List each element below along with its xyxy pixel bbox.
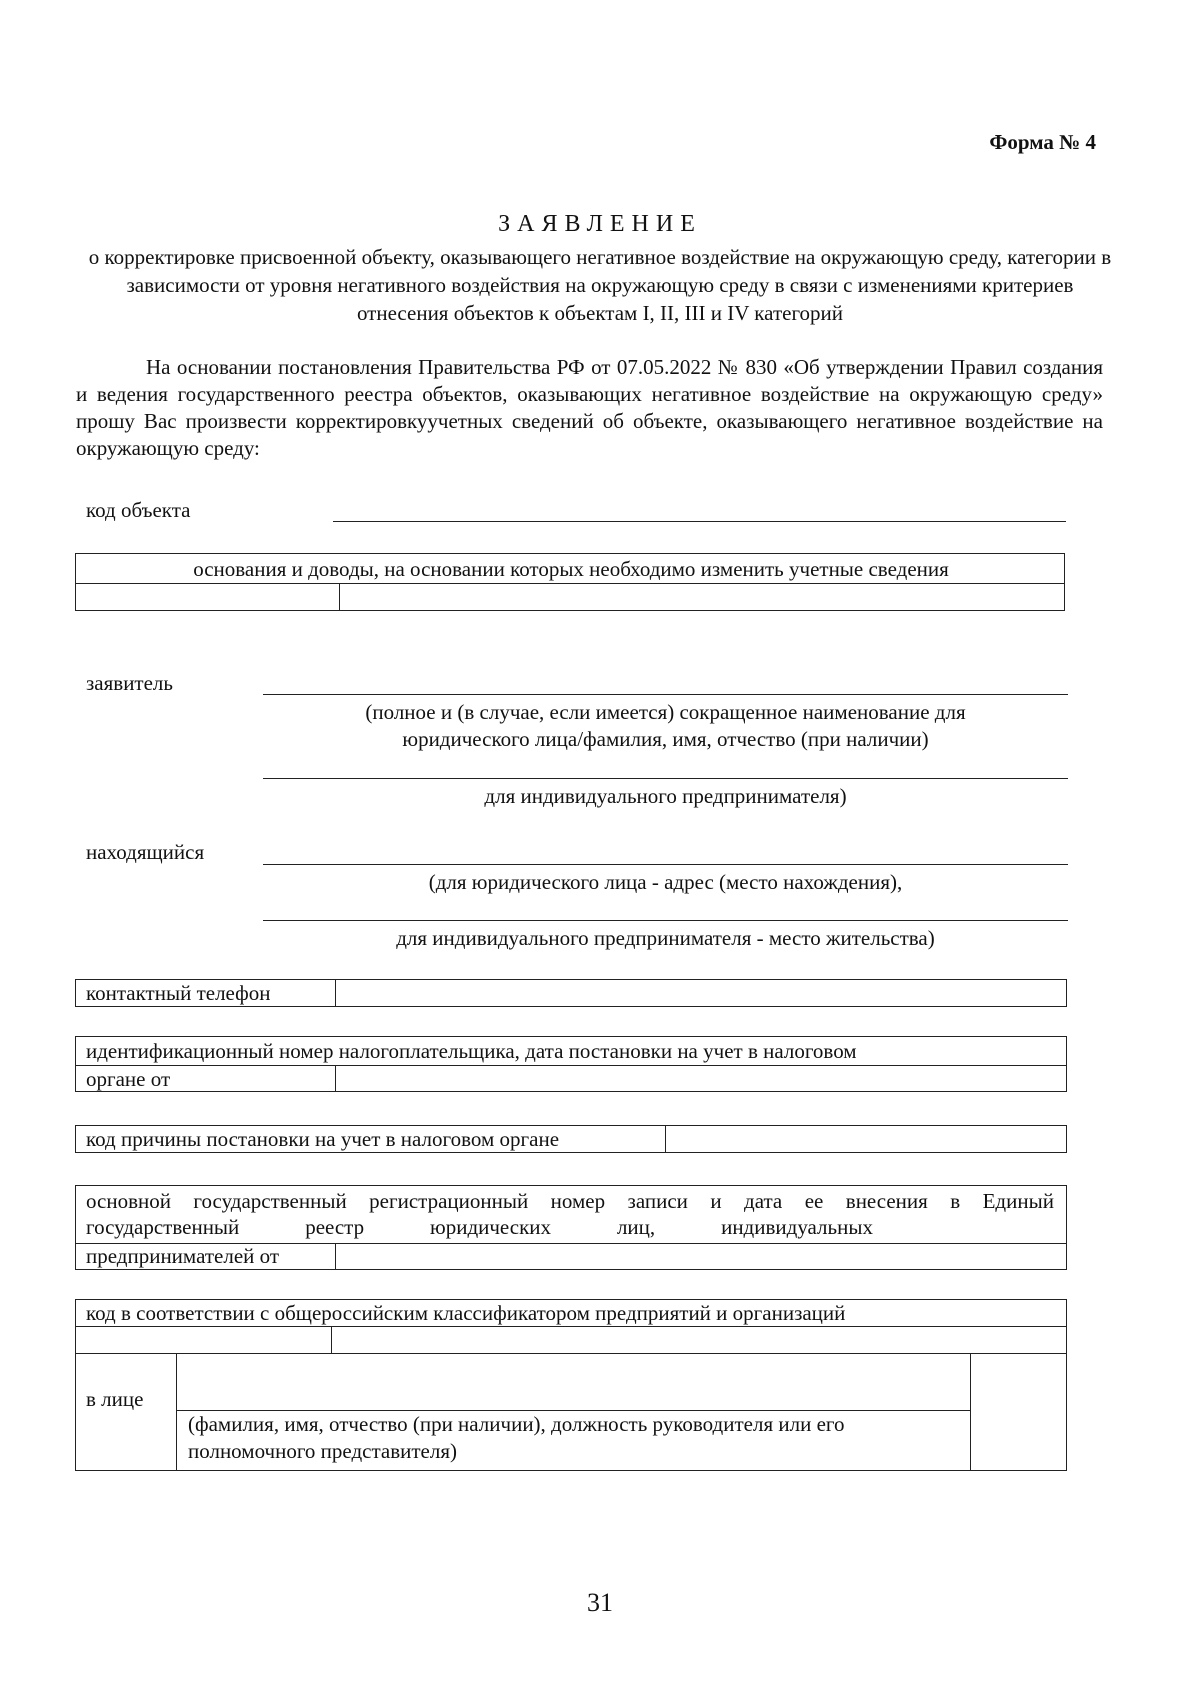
ogrn-label-1 <box>86 1188 1054 1214</box>
ogrn-word: в <box>950 1189 961 1213</box>
ogrn-word: юридических <box>430 1215 552 1239</box>
ogrn-label-2 <box>86 1214 873 1240</box>
represented-field[interactable] <box>179 1355 967 1409</box>
document-subtitle: о корректировке присвоенной объекту, оказывающего негативное воздействие на окружающую среду, категории в зависимости от уровня негативного воздействия на окружающую среду в связи с изменениями критериев отнесения объектов к объектам I, II, III и IV категорий <box>88 245 1112 325</box>
okpo-label: код в соответствии с общероссийским классификатором предприятий и организаций <box>86 1301 846 1325</box>
phone-table <box>75 979 1067 1007</box>
inn-divider <box>76 1065 1066 1066</box>
okpo-divider-1 <box>76 1326 1066 1327</box>
inn-table <box>75 1036 1067 1092</box>
okpo-divider-2 <box>76 1353 1066 1354</box>
ogrn-word: индивидуальных <box>721 1215 873 1239</box>
intro-paragraph: На основании постановления Правительства РФ от 07.05.2022 № 830 «Об утверждении Правил создания и ведения государственного реестра объектов, оказывающих негативное воздействие на окружающую среду» прошу Вас произвести корректировкуучетных сведений об объекте, оказывающего негативное воздействие на окружающую среду: <box>76 355 1103 460</box>
ogrn-word: Единый <box>982 1189 1054 1213</box>
object-code-field[interactable] <box>333 521 1066 522</box>
ogrn-word: номер <box>550 1189 606 1213</box>
kpp-divider <box>665 1126 666 1152</box>
grounds-divider <box>76 583 1064 584</box>
okpo-table <box>75 1299 1067 1471</box>
form-number: Форма № 4 <box>989 130 1096 154</box>
okpo-field[interactable] <box>334 1328 1064 1352</box>
page-number: 31 <box>587 1588 613 1617</box>
applicant-label: заявитель <box>86 671 173 695</box>
ogrn-word: реестр <box>305 1215 365 1239</box>
kpp-label: код причины постановки на учет в налоговом органе <box>86 1127 560 1151</box>
applicant-hint-1: (полное и (в случае, если имеется) сокращенное наименование для <box>365 700 966 724</box>
represented-left-divider <box>176 1353 177 1470</box>
applicant-hint-2: юридического лица/фамилия, имя, отчество (при наличии) <box>402 727 929 751</box>
located-field-2[interactable] <box>263 920 1068 921</box>
ogrn-word: государственный <box>193 1189 347 1213</box>
inn-label-2: органе от <box>86 1067 171 1091</box>
inn-column-divider <box>335 1065 336 1091</box>
applicant-hint-3: для индивидуального предпринимателя) <box>484 784 847 808</box>
kpp-table <box>75 1125 1067 1153</box>
located-hint-1: (для юридического лица - адрес (место нахождения), <box>428 870 903 894</box>
represented-label: в лице <box>86 1387 144 1411</box>
phone-label: контактный телефон <box>86 981 271 1005</box>
located-hint-2: для индивидуального предпринимателя - место жительства) <box>396 926 935 950</box>
located-label: находящийся <box>86 840 205 864</box>
phone-field[interactable] <box>338 981 1064 1005</box>
ogrn-column-divider <box>335 1243 336 1269</box>
document-title: ЗАЯВЛЕНИЕ <box>498 211 702 237</box>
ogrn-word: государственный <box>86 1215 240 1239</box>
located-field-1[interactable] <box>263 864 1068 865</box>
grounds-header: основания и доводы, на основании которых необходимо изменить учетные сведения <box>193 557 949 581</box>
ogrn-word: основной <box>86 1189 171 1213</box>
represented-hint: (фамилия, имя, отчество (при наличии), должность руководителя или его полномочного представителя) <box>188 1412 845 1463</box>
ogrn-word: дата <box>744 1189 783 1213</box>
ogrn-label-3: предпринимателей от <box>86 1244 280 1268</box>
grounds-column-divider <box>339 583 340 611</box>
ogrn-word: ее <box>804 1189 824 1213</box>
grounds-cell-1[interactable] <box>77 585 337 609</box>
object-code-label: код объекта <box>86 498 191 522</box>
ogrn-word: записи <box>627 1189 688 1213</box>
applicant-field-1[interactable] <box>263 694 1068 695</box>
ogrn-word: внесения <box>845 1189 928 1213</box>
inn-label-1: идентификационный номер налогоплательщика, дата постановки на учет в налоговом <box>86 1039 857 1063</box>
inn-field[interactable] <box>338 1067 1064 1090</box>
ogrn-word: лиц, <box>616 1215 656 1239</box>
applicant-field-2[interactable] <box>263 778 1068 779</box>
grounds-table <box>75 553 1065 611</box>
okpo-column-divider <box>331 1326 332 1353</box>
kpp-field[interactable] <box>668 1127 1064 1151</box>
grounds-cell-2[interactable] <box>342 585 1062 609</box>
phone-divider <box>335 980 336 1006</box>
ogrn-word: и <box>710 1189 722 1213</box>
represented-right-divider <box>970 1353 971 1470</box>
ogrn-word: регистрационный <box>369 1189 529 1213</box>
ogrn-field[interactable] <box>338 1245 1064 1268</box>
ogrn-table <box>75 1185 1067 1270</box>
